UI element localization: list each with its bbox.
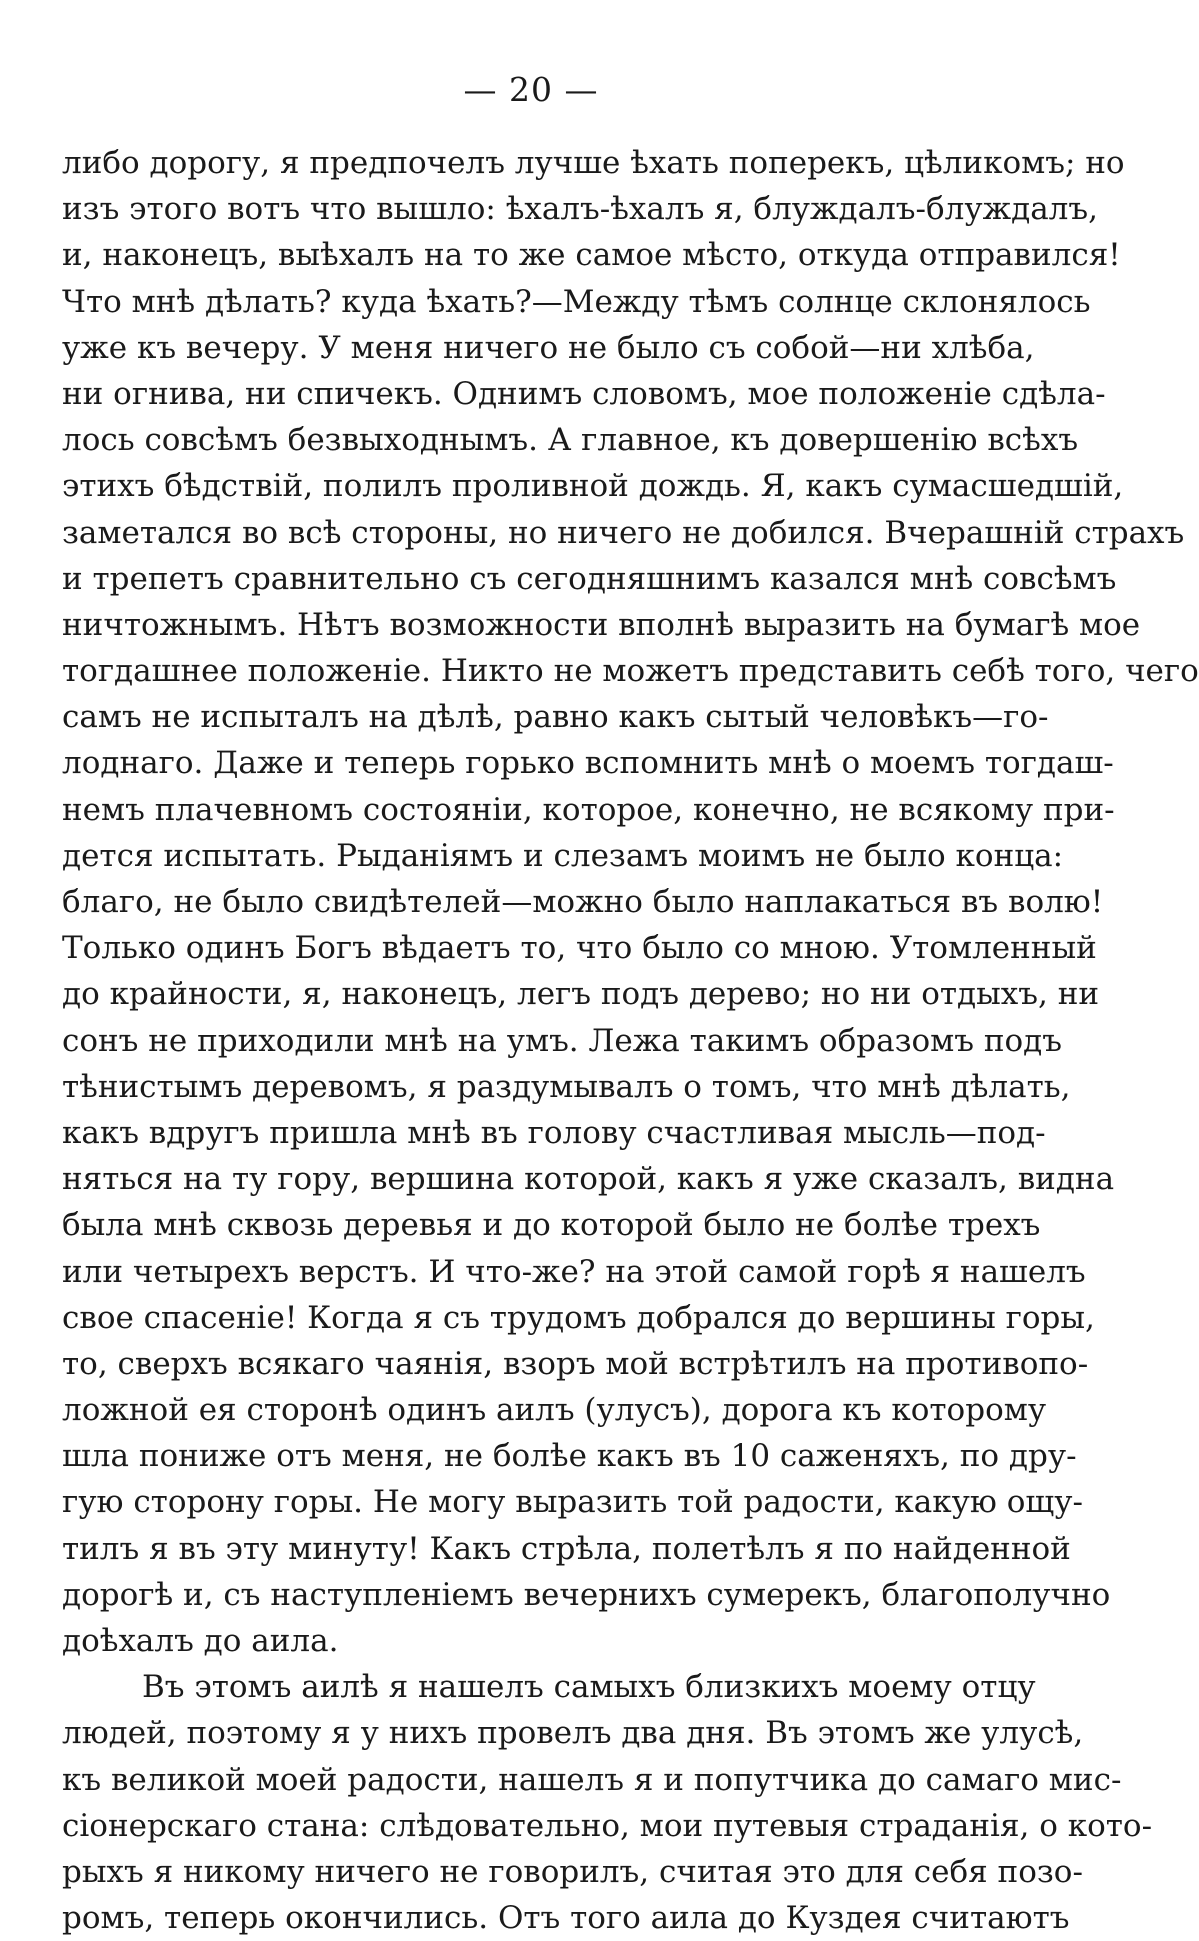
text-line: сіонерскаго стана: слѣдовательно, мои путевыя страданія, о кото- [62,1807,1153,1844]
text-line: тѣнистымъ деревомъ, я раздумывалъ о томъ, что мнѣ дѣлать, [62,1068,1071,1105]
text-line: немъ плачевномъ состояніи, которое, конечно, не всякому при- [62,791,1115,828]
text-line: гую сторону горы. Не могу выразить той радости, какую ощу- [62,1484,1083,1521]
text-line: лось совсѣмъ безвыходнымъ. А главное, къ довершенію всѣхъ [62,422,1079,459]
text-line: тилъ я въ эту минуту! Какъ стрѣла, полетѣлъ я по найденной [62,1530,1071,1567]
text-line: благо, не было свидѣтелей—можно было наплакаться въ волю! [62,884,1104,920]
text-line: либо дорогу, я предпочелъ лучше ѣхать поперекъ, цѣликомъ; но [62,145,1125,181]
text-line: Только одинъ Богъ вѣдаетъ то, что было со мною. Утомленный [62,930,1097,967]
text-line: этихъ бѣдствій, полилъ проливной дождь. Я, какъ сумасшедшій, [62,468,1124,505]
text-line: уже къ вечеру. У меня ничего не было съ собой—ни хлѣба, [62,329,1035,366]
text-line: няться на ту гору, вершина которой, какъ я уже сказалъ, видна [62,1161,1115,1198]
text-line: заметался во всѣ стороны, но ничего не добился. Вчерашній страхъ [62,514,1185,551]
text-line: то, сверхъ всякаго чаянія, взоръ мой встрѣтилъ на противопо- [62,1345,1089,1382]
text-line: ни огнива, ни спичекъ. Однимъ словомъ, мое положеніе сдѣла- [62,375,1106,412]
text-line: къ великой моей радости, нашелъ я и попутчика до самаго мис- [62,1761,1122,1798]
paragraph-start-line: Въ этомъ аилѣ я нашелъ самыхъ близкихъ моему отцу [142,1669,1036,1706]
body-text [62,140,1199,1941]
text-line: шла пониже отъ меня, не болѣе какъ въ 10 саженяхъ, по дру- [62,1438,1077,1475]
text-line: людей, поэтому я у нихъ провелъ два дня. Въ этомъ же улусѣ, [62,1715,1084,1752]
text-line: была мнѣ сквозь деревья и до которой было не болѣе трехъ [62,1207,1041,1244]
text-line: лоднаго. Даже и теперь горько вспомнить мнѣ о моемъ тогдаш- [62,745,1114,782]
text-line: какъ вдругъ пришла мнѣ въ голову счастливая мысль—под- [62,1114,1046,1151]
text-line: Что мнѣ дѣлать? куда ѣхать?—Между тѣмъ солнце склонялось [62,283,1091,320]
text-line: дорогѣ и, съ наступленіемъ вечернихъ сумерекъ, благополучно [62,1576,1111,1613]
text-line: ромъ, теперь окончились. Отъ того аила до Куздея считаютъ [62,1900,1070,1937]
page-number: — 20 — [463,70,599,109]
text-line: или четырехъ верстъ. И что-же? на этой самой горѣ я нашелъ [62,1253,1086,1290]
text-line: тогдашнее положеніе. Никто не можетъ представить себѣ того, чего [62,653,1199,690]
paragraph-end-line: доѣхалъ до аила. [62,1623,339,1659]
text-line: изъ этого вотъ что вышло: ѣхалъ-ѣхалъ я, блуждалъ-блуждалъ, [62,191,1098,228]
text-line: до крайности, я, наконецъ, легъ подъ дерево; но ни отдыхъ, ни [62,976,1100,1013]
text-line: дется испытать. Рыданіямъ и слезамъ моимъ не было конца: [62,837,1064,874]
text-line: ничтожнымъ. Нѣтъ возможности вполнѣ выразить на бумагѣ мое [62,606,1141,643]
text-line: рыхъ я никому ничего не говорилъ, считая это для себя позо- [62,1853,1083,1890]
text-line: ложной ея сторонѣ одинъ аилъ (улусъ), дорога къ которому [62,1392,1047,1429]
text-line: самъ не испыталъ на дѣлѣ, равно какъ сытый человѣкъ—го- [62,699,1049,736]
text-line: и трепетъ сравнительно съ сегодняшнимъ казался мнѣ совсѣмъ [62,560,1117,597]
text-line: сонъ не приходили мнѣ на умъ. Лежа такимъ образомъ подъ [62,1022,1062,1059]
text-line: свое спасеніе! Когда я съ трудомъ добрался до вершины горы, [62,1299,1095,1336]
text-line: и, наконецъ, выѣхалъ на то же самое мѣсто, откуда отправился! [62,237,1121,274]
